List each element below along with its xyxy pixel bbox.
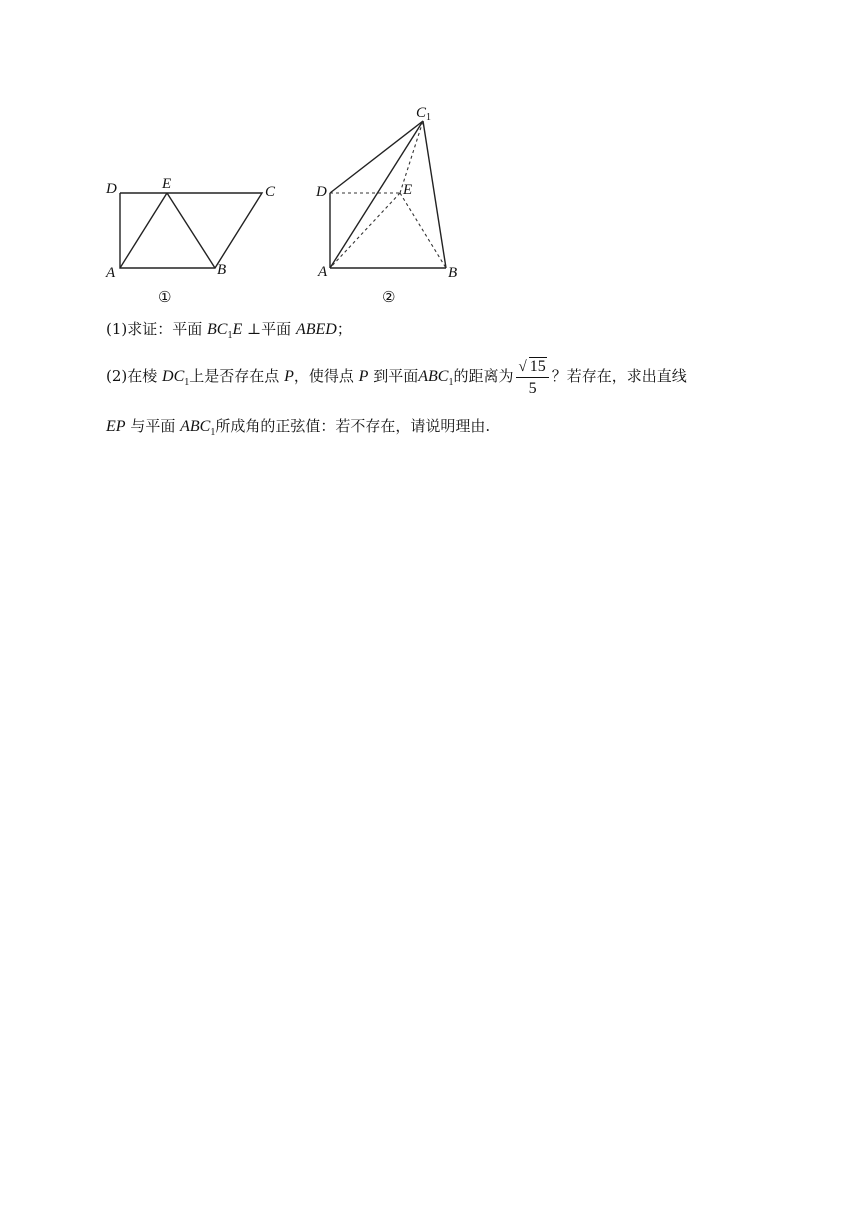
q1-plane1-a: BC [207,321,228,338]
segment-ae [120,193,167,268]
label-b-fig2: B [448,265,458,281]
q1-plane-abed: ABED [295,321,337,338]
q2-plane-abc1-b [180,418,216,438]
q2-point-p-1: P [284,368,294,385]
segment-ea-dashed [330,193,400,268]
label-c1-fig2 [416,106,431,123]
label-c1-base: C [416,105,427,121]
q1-perp-symbol: ⊥ [247,320,262,338]
label-d-fig2: D [316,184,327,200]
q2-text-7: 所成角的正弦值：若不存在，请说明理由. [215,417,491,435]
label-b-fig1: B [217,262,227,278]
q2-fraction [516,357,548,397]
label-a-fig2: A [318,264,328,280]
question-1 [106,322,352,341]
q1-end: ； [336,320,352,338]
q2-radicand: 15 [529,358,546,375]
label-d-fig1: D [106,181,117,197]
q2-plane-b: ABC [180,418,211,435]
q1-plane1-sub: 1 [227,330,233,341]
q2-fraction-denominator: 5 [528,380,537,397]
figure-2-solid-lines [330,121,446,268]
q2-plane-b-sub: 1 [210,427,216,438]
label-e-fig2: E [403,182,413,198]
q2-point-p-2: P [358,368,369,385]
question-2-line-1 [106,357,687,397]
q2-plane: ABC [418,368,449,385]
q2-text-2: ，使得点 [293,367,354,385]
segment-bc1 [423,121,446,268]
q2-plane-sub: 1 [448,377,454,388]
question-2-line-2 [106,419,490,438]
label-c1-sub: 1 [426,112,432,123]
q2-text-4: 的距离为 [453,367,514,385]
caption-fig2: ② [382,288,396,306]
figure-2-hidden-lines [330,121,446,268]
q2-text-6: 与平面 [130,417,176,435]
q1-mid: 平面 [261,320,292,338]
q2-fraction-numerator [516,357,548,378]
segment-eb-dashed [400,193,446,268]
figure-1-lines [120,193,262,268]
q2-edge: DC [162,368,185,385]
figures-svg [0,0,860,320]
q2-text-3: 到平面 [373,367,419,385]
segment-eb [167,193,215,268]
q2-text-5: ？若存在，求出直线 [551,367,687,385]
q2-edge-dc1 [162,368,190,388]
label-a-fig1: A [106,265,116,281]
label-c-fig1: C [265,184,276,200]
geometry-figures [0,0,860,320]
label-e-fig1: E [162,176,172,192]
q1-plane-bc1e [207,321,243,341]
q2-radical-sign: √ [518,359,527,375]
q2-plane-abc1 [418,368,454,388]
q2-edge-sub: 1 [184,377,190,388]
q2-prefix: (2)在棱 [106,367,158,385]
q1-prefix: (1)求证：平面 [106,320,203,338]
caption-fig1: ① [158,288,172,306]
q1-plane1-b: E [232,321,243,338]
q2-line-ep: EP [106,418,126,435]
q2-text-1: 上是否存在点 [189,367,280,385]
